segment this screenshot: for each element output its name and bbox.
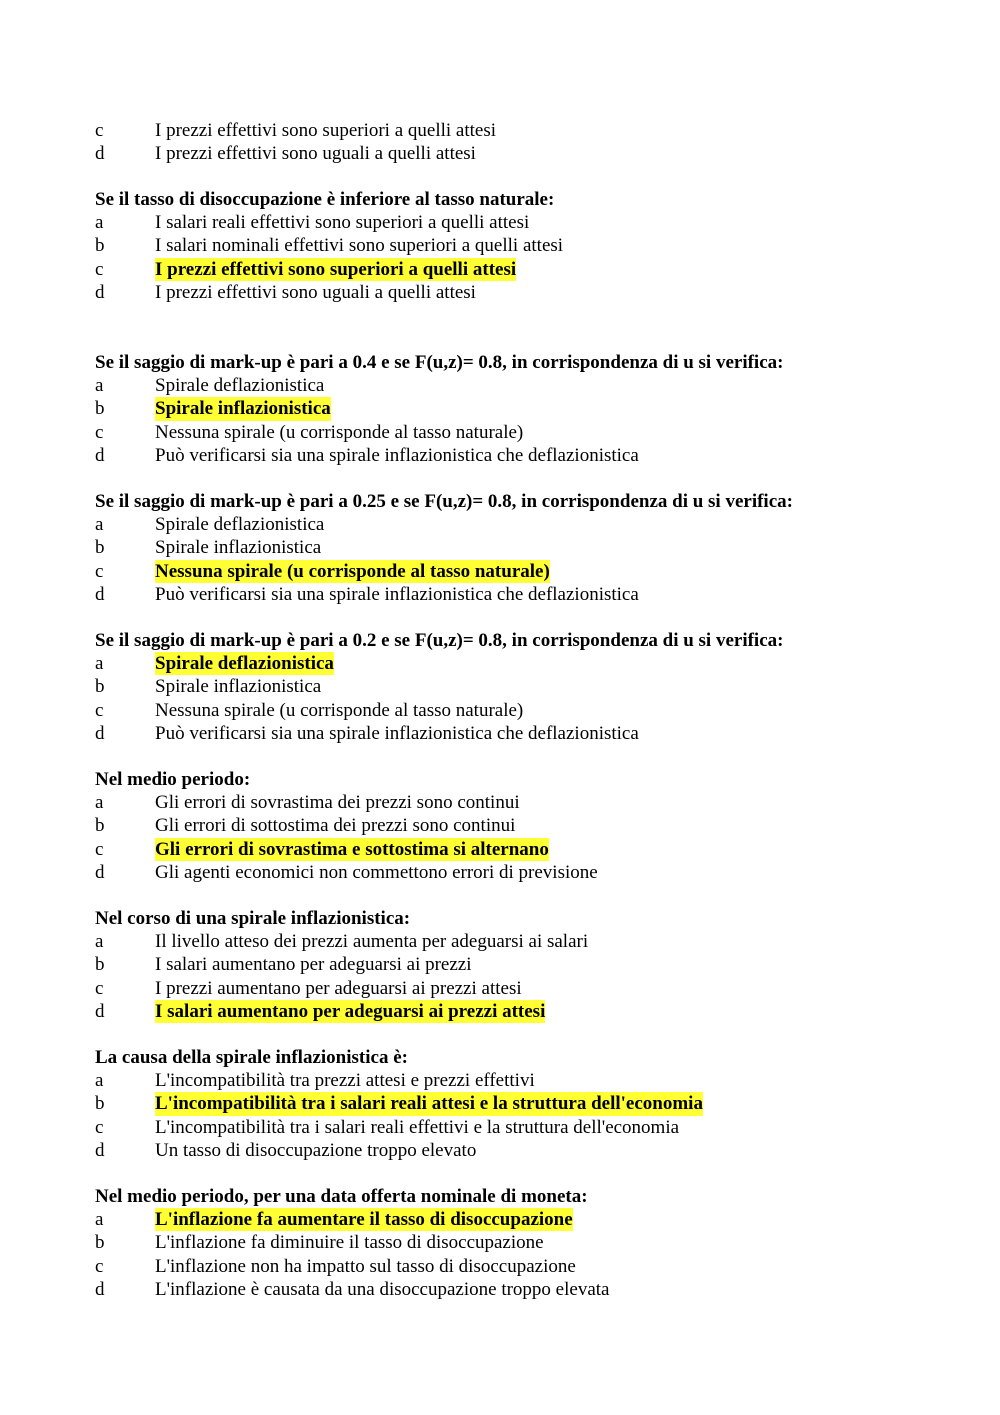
option-text: Gli errori di sovrastima dei prezzi sono continui xyxy=(155,792,520,814)
answer-option-correct xyxy=(95,652,955,675)
option-text: I prezzi effettivi sono uguali a quelli attesi xyxy=(155,281,476,303)
option-letter: a xyxy=(95,931,104,953)
option-text: Può verificarsi sia una spirale inflazionistica che deflazionistica xyxy=(155,444,639,466)
option-letter: d xyxy=(95,722,105,744)
option-text-highlighted: Gli errori di sovrastima e sottostima si alternano xyxy=(155,838,549,860)
option-letter: a xyxy=(95,792,104,814)
option-text: Gli agenti economici non commettono errori di previsione xyxy=(155,861,598,883)
option-text: I salari aumentano per adeguarsi ai prezzi xyxy=(155,954,472,976)
question-block xyxy=(95,907,955,1023)
option-letter: c xyxy=(95,838,104,860)
option-letter: a xyxy=(95,375,104,397)
answer-option xyxy=(95,722,955,745)
answer-option xyxy=(95,1278,955,1301)
answer-option xyxy=(95,119,955,142)
question-text: Se il tasso di disoccupazione è inferiore al tasso naturale: xyxy=(95,189,555,210)
option-letter: b xyxy=(95,1232,105,1254)
question-block xyxy=(95,188,955,304)
answer-option xyxy=(95,791,955,814)
question-text: Nel medio periodo: xyxy=(95,769,251,790)
option-text-highlighted: Spirale inflazionistica xyxy=(155,398,331,420)
answer-option xyxy=(95,861,955,884)
option-text: Può verificarsi sia una spirale inflazionistica che deflazionistica xyxy=(155,583,639,605)
option-letter: b xyxy=(95,676,105,698)
answer-option-correct xyxy=(95,560,955,583)
answer-option xyxy=(95,583,955,606)
option-letter: c xyxy=(95,421,104,443)
answer-option xyxy=(95,814,955,837)
answer-option xyxy=(95,1139,955,1162)
option-letter: b xyxy=(95,815,105,837)
question-text: La causa della spirale inflazionistica è: xyxy=(95,1047,408,1068)
option-letter: d xyxy=(95,143,105,165)
answer-option xyxy=(95,953,955,976)
answer-option xyxy=(95,211,955,234)
answer-option xyxy=(95,281,955,304)
option-letter: d xyxy=(95,1000,105,1022)
option-letter: a xyxy=(95,1209,104,1231)
option-letter: c xyxy=(95,1255,104,1277)
option-text: I salari nominali effettivi sono superiori a quelli attesi xyxy=(155,235,564,257)
option-text-highlighted: I prezzi effettivi sono superiori a quelli attesi xyxy=(155,258,517,280)
answer-option-correct xyxy=(95,838,955,861)
question-block xyxy=(95,629,955,745)
question-block xyxy=(95,351,955,467)
option-text: L'inflazione è causata da una disoccupazione troppo elevata xyxy=(155,1278,610,1300)
option-text: Nessuna spirale (u corrisponde al tasso naturale) xyxy=(155,699,524,721)
option-letter: a xyxy=(95,212,104,234)
option-letter: a xyxy=(95,1070,104,1092)
answer-option xyxy=(95,1231,955,1254)
option-text: Gli errori di sottostima dei prezzi sono continui xyxy=(155,815,516,837)
question-text: Se il saggio di mark-up è pari a 0.4 e se F(u,z)= 0.8, in corrispondenza di u si verifica: xyxy=(95,352,784,373)
option-text-highlighted: Spirale deflazionistica xyxy=(155,653,334,675)
answer-option-correct xyxy=(95,1208,955,1231)
question-text: Nel corso di una spirale inflazionistica: xyxy=(95,908,411,929)
question-text: Nel medio periodo, per una data offerta nominale di moneta: xyxy=(95,1186,588,1207)
option-letter: b xyxy=(95,398,105,420)
option-text: Un tasso di disoccupazione troppo elevato xyxy=(155,1139,477,1161)
question-block xyxy=(95,1046,955,1162)
option-text: Spirale inflazionistica xyxy=(155,676,322,698)
answer-option xyxy=(95,234,955,257)
option-letter: c xyxy=(95,699,104,721)
answer-option xyxy=(95,1116,955,1139)
option-letter: d xyxy=(95,861,105,883)
option-letter: d xyxy=(95,1278,105,1300)
option-text-highlighted: L'inflazione fa aumentare il tasso di disoccupazione xyxy=(155,1209,573,1231)
partial-question xyxy=(95,119,955,165)
answer-option xyxy=(95,1069,955,1092)
option-text: I prezzi effettivi sono superiori a quelli attesi xyxy=(155,120,497,141)
option-letter: b xyxy=(95,537,105,559)
answer-option-correct xyxy=(95,397,955,420)
option-letter: d xyxy=(95,444,105,466)
answer-option xyxy=(95,699,955,722)
option-text: Spirale deflazionistica xyxy=(155,375,325,397)
option-letter: c xyxy=(95,560,104,582)
option-text: I salari reali effettivi sono superiori a quelli attesi xyxy=(155,212,530,234)
option-letter: c xyxy=(95,120,104,141)
answer-option xyxy=(95,1255,955,1278)
option-letter: b xyxy=(95,235,105,257)
option-text-highlighted: L'incompatibilità tra i salari reali attesi e la struttura dell'economia xyxy=(155,1093,703,1115)
question-block xyxy=(95,490,955,606)
option-letter: c xyxy=(95,1116,104,1138)
option-letter: a xyxy=(95,514,104,536)
answer-option-correct xyxy=(95,258,955,281)
answer-option-correct xyxy=(95,1092,955,1115)
option-letter: a xyxy=(95,653,104,675)
question-text: Se il saggio di mark-up è pari a 0.25 e se F(u,z)= 0.8, in corrispondenza di u si verifica: xyxy=(95,491,793,512)
option-text: Spirale inflazionistica xyxy=(155,537,322,559)
option-text: L'inflazione fa diminuire il tasso di disoccupazione xyxy=(155,1232,544,1254)
answer-option xyxy=(95,930,955,953)
option-letter: d xyxy=(95,1139,105,1161)
option-text: Può verificarsi sia una spirale inflazionistica che deflazionistica xyxy=(155,722,639,744)
answer-option xyxy=(95,444,955,467)
option-text: L'incompatibilità tra prezzi attesi e prezzi effettivi xyxy=(155,1070,535,1092)
option-text: Spirale deflazionistica xyxy=(155,514,325,536)
answer-option xyxy=(95,142,955,165)
option-text: I prezzi effettivi sono uguali a quelli attesi xyxy=(155,143,476,165)
option-text: L'incompatibilità tra i salari reali effettivi e la struttura dell'economia xyxy=(155,1116,680,1138)
option-letter: c xyxy=(95,977,104,999)
answer-option xyxy=(95,536,955,559)
answer-option xyxy=(95,675,955,698)
answer-option-correct xyxy=(95,1000,955,1023)
answer-option xyxy=(95,977,955,1000)
question-text: Se il saggio di mark-up è pari a 0.2 e se F(u,z)= 0.8, in corrispondenza di u si verifica: xyxy=(95,630,784,651)
option-text: Nessuna spirale (u corrisponde al tasso naturale) xyxy=(155,421,524,443)
option-text-highlighted: I salari aumentano per adeguarsi ai prezzi attesi xyxy=(155,1000,546,1022)
option-text: I prezzi aumentano per adeguarsi ai prezzi attesi xyxy=(155,977,522,999)
option-letter: b xyxy=(95,1093,105,1115)
option-text-highlighted: Nessuna spirale (u corrisponde al tasso naturale) xyxy=(155,560,550,582)
question-block xyxy=(95,1185,955,1301)
option-letter: c xyxy=(95,258,104,280)
option-text: L'inflazione non ha impatto sul tasso di disoccupazione xyxy=(155,1255,576,1277)
answer-option xyxy=(95,374,955,397)
question-block xyxy=(95,768,955,884)
option-text: Il livello atteso dei prezzi aumenta per adeguarsi ai salari xyxy=(155,931,589,953)
option-letter: d xyxy=(95,583,105,605)
answer-option xyxy=(95,421,955,444)
option-letter: b xyxy=(95,954,105,976)
answer-option xyxy=(95,513,955,536)
option-letter: d xyxy=(95,281,105,303)
